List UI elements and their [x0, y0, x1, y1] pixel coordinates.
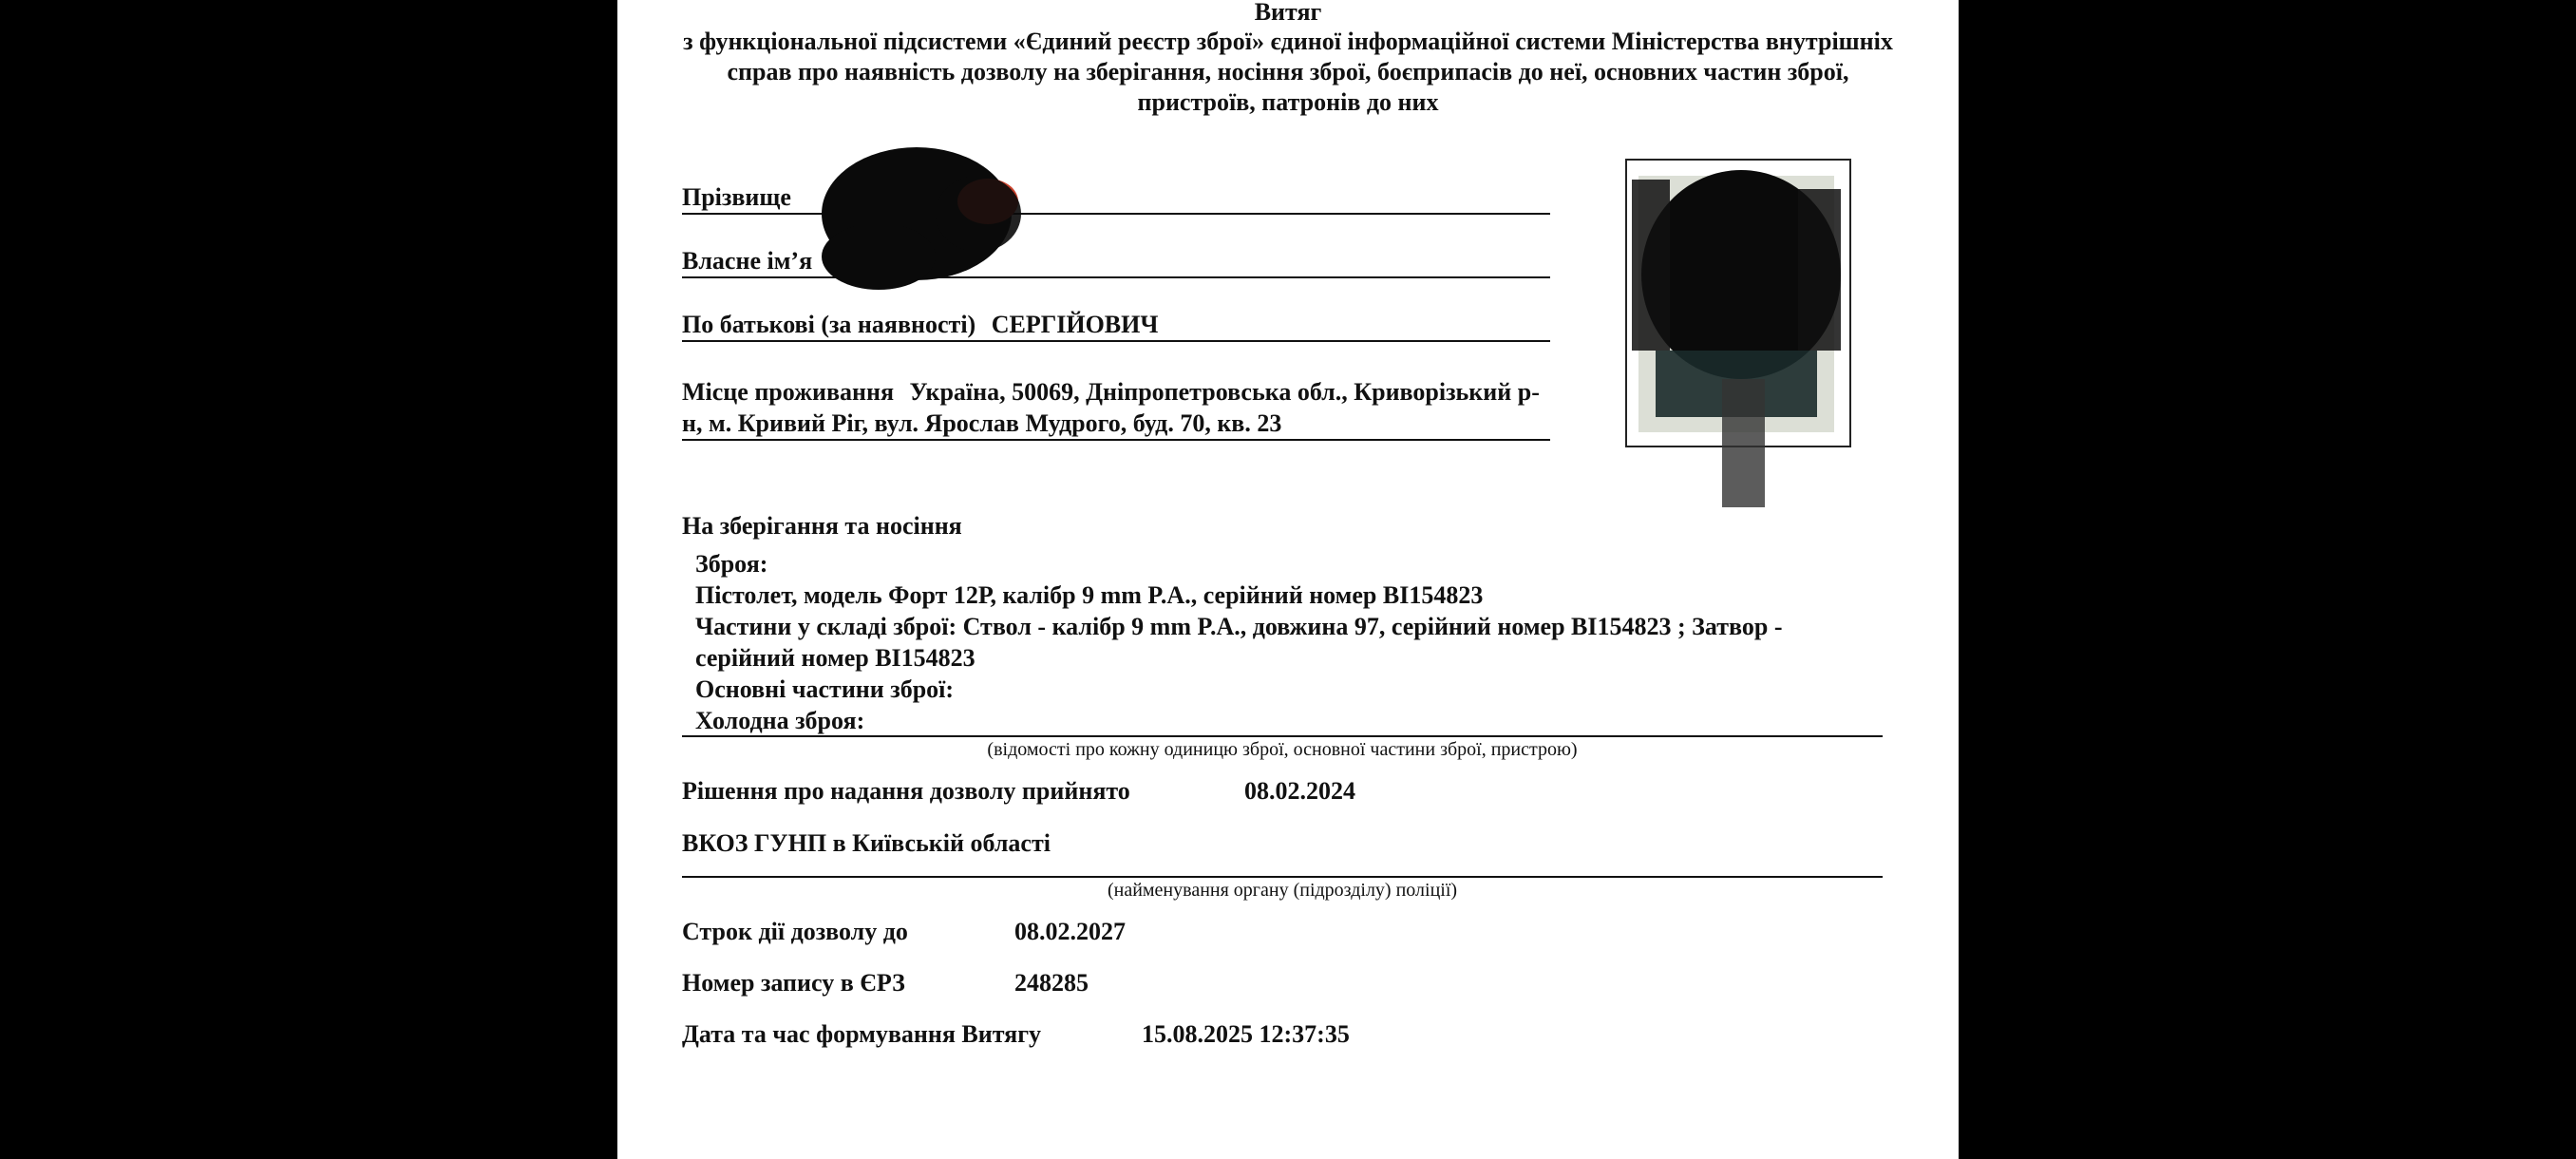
surname-label: Прізвище [682, 183, 791, 211]
divider [682, 735, 1883, 737]
patronymic-value: СЕРГІЙОВИЧ [991, 311, 1159, 338]
residence-value: Україна, 50069, Дніпропетровська обл., Криворізький р-н, м. Кривий Ріг, вул. Ярослав Мудрого, буд. 70, кв. 23 [682, 378, 1540, 437]
weapons-caption: (відомості про кожну одиницю зброї, основної частини зброї, пристрою) [987, 739, 1578, 760]
authority-caption: (найменування органу (підрозділу) поліції) [1107, 880, 1458, 901]
document-title: Витяг [1254, 0, 1322, 26]
cold-weapon-label: Холодна зброя: [695, 707, 865, 734]
redaction-mark [807, 142, 1092, 304]
validity-date: 08.02.2027 [1014, 918, 1126, 945]
patronymic-label: По батькові (за наявності) [682, 311, 976, 338]
decision-date: 08.02.2024 [1244, 777, 1355, 805]
authority-name: ВКОЗ ГУНП в Київській області [682, 829, 1051, 857]
document-subtitle: з функціональної підсистеми «Єдиний реєстр зброї» єдиної інформаційної системи Міністерства внутрішніх справ про наявність дозволу на зберігання, носіння зброї, боєприпасів до неї, основних частин зброї, пристроїв, патронів до них [683, 28, 1893, 116]
residence-field [682, 376, 1550, 441]
patronymic-field [682, 309, 1550, 342]
main-parts-label: Основні частини зброї: [695, 675, 955, 703]
divider [682, 876, 1883, 878]
decision-label: Рішення про надання дозволу прийнято [682, 777, 1130, 805]
document-page [617, 0, 1959, 1159]
photo-redaction [1627, 161, 1849, 512]
permit-heading: На зберігання та носіння [682, 512, 962, 540]
photo-frame [1625, 159, 1851, 447]
weapon-parts: Частини у складі зброї: Ствол - калібр 9 mm P.A., довжина 97, серійний номер ВІ154823 ; Затвор - серійний номер ВІ154823 [695, 613, 1783, 672]
record-label: Номер запису в ЄРЗ [682, 969, 905, 997]
weapon-label: Зброя: [695, 550, 768, 578]
generated-value: 15.08.2025 12:37:35 [1142, 1020, 1350, 1048]
generated-label: Дата та час формування Витягу [682, 1020, 1042, 1048]
weapon-value: Пістолет, модель Форт 12Р, калібр 9 mm P.A., серійний номер ВІ154823 [695, 581, 1484, 609]
residence-label: Місце проживання [682, 378, 895, 406]
record-number: 248285 [1014, 969, 1089, 997]
weapon-block [695, 548, 1883, 736]
name-label: Власне ім’я [682, 247, 813, 275]
validity-label: Строк дії дозволу до [682, 918, 908, 945]
